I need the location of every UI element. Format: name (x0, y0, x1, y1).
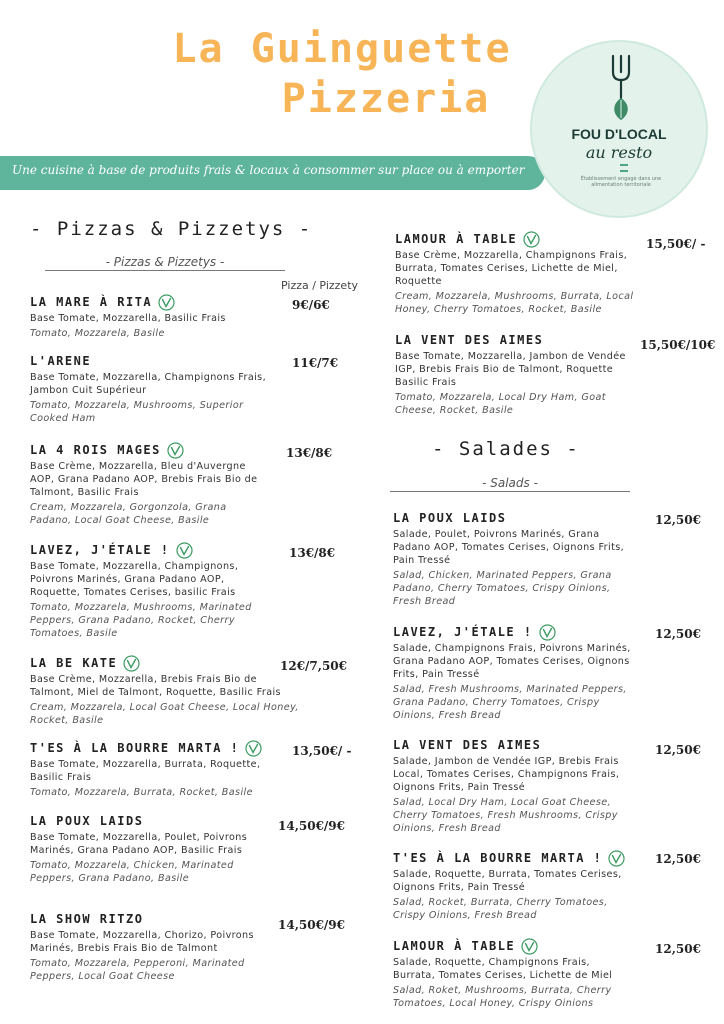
menu-item-price: 12€/7,50€ (280, 659, 348, 673)
menu-item-translation: Tomato, Mozzarela, Local Dry Ham, Goat Cheese, Rocket, Basile (395, 392, 606, 416)
fou-d-local-badge (530, 40, 708, 218)
menu-item-name-text: T'ES À LA BOURRE MARTA ! (393, 851, 603, 865)
menu-item (395, 330, 635, 417)
menu-item-name-text: LAVEZ, J'ÉTALE ! (393, 625, 533, 639)
badge-caption: Établissement engagé dans une alimentation territoriale (580, 176, 662, 188)
menu-item (393, 508, 633, 608)
menu-item-price: 12,50€ (655, 852, 701, 866)
menu-item-name (395, 330, 635, 350)
vegetarian-leaf-icon (158, 294, 175, 311)
menu-item (30, 738, 285, 799)
menu-item (30, 909, 270, 983)
menu-item-description: Base Tomate, Mozzarella, Burrata, Roquette, Basilic Frais (30, 759, 261, 783)
menu-item (30, 811, 260, 885)
menu-item-price: 12,50€ (655, 627, 701, 641)
tagline-text: Une cuisine à base de produits frais & locaux à consommer sur place ou à emporter (12, 163, 525, 177)
menu-item-price: 12,50€ (655, 743, 701, 757)
menu-item-name (30, 351, 270, 371)
menu-item-name (393, 622, 633, 642)
menu-item-description: Base Crème, Mozzarella, Bleu d'Auvergne AOP, Grana Padano AOP, Brebis Frais Bio de Talmont, Basilic Frais (30, 461, 258, 498)
menu-item-name (393, 848, 643, 868)
restaurant-title: La Guinguette (172, 26, 512, 72)
menu-item-name-text: LA SHOW RITZO (30, 912, 144, 926)
menu-item-description: Base Tomate, Mozzarella, Champignons Frais, Jambon Cuit Supérieur (30, 372, 267, 396)
menu-item-translation: Tomato, Mozzarela, Basile (30, 328, 165, 339)
menu-item-translation: Tomato, Mozzarela, Mushrooms, Marinated Peppers, Grana Padano, Rocket, Cherry Tomatoes, Basile (30, 602, 252, 639)
menu-item-description: Base Tomate, Mozzarella, Jambon de Vendée IGP, Brebis Frais Bio de Talmont, Roquette Basilic Frais (395, 351, 626, 388)
menu-item-price: 11€/7€ (292, 356, 339, 370)
menu-item-description: Base Tomate, Mozzarella, Chorizo, Poivrons Marinés, Brebis Frais Bio de Talmont (30, 930, 254, 954)
menu-item (30, 540, 270, 640)
menu-item-name-text: LA POUX LAIDS (30, 814, 144, 828)
menu-item-name-text: T'ES À LA BOURRE MARTA ! (30, 741, 240, 755)
menu-item-translation: Tomato, Mozzarela, Mushrooms, Superior Cooked Ham (30, 400, 244, 424)
menu-item (393, 936, 633, 1010)
vegetarian-leaf-icon (245, 740, 262, 757)
menu-item (393, 735, 635, 835)
pizzas-subtitle: - Pizzas & Pizzetys - (105, 255, 225, 269)
menu-item-price: 15,50€/10€ (640, 338, 716, 352)
vegetarian-leaf-icon (167, 442, 184, 459)
menu-item-name (30, 811, 260, 831)
menu-item (30, 351, 270, 425)
fork-leaf-icon (610, 54, 632, 122)
menu-item-name (393, 508, 633, 528)
menu-item-name-text: L'ARENE (30, 354, 92, 368)
vegetarian-leaf-icon (176, 542, 193, 559)
menu-item-translation: Cream, Mozzarela, Gorgonzola, Grana Padano, Local Goat Cheese, Basile (30, 502, 227, 526)
menu-item-price: 13,50€/ - (292, 744, 352, 758)
menu-item-name-text: LAMOUR À TABLE (395, 232, 518, 246)
menu-item-translation: Salad, Chicken, Marinated Peppers, Grana Padano, Cherry Tomatoes, Crispy Oinions, Fresh Bread (393, 570, 612, 607)
menu-item-name-text: LAMOUR À TABLE (393, 939, 516, 953)
menu-item-name (30, 909, 270, 929)
tagline-banner (0, 156, 545, 190)
menu-item-description: Salade, Poulet, Poivrons Marinés, Grana Padano AOP, Tomates Cerises, Oignons Frits, Pain Tressé (393, 529, 625, 566)
equals-mark-icon (620, 164, 628, 172)
menu-item-translation: Tomato, Mozzarela, Chicken, Marinated Peppers, Grana Padano, Basile (30, 860, 234, 884)
menu-item-name (30, 738, 285, 758)
menu-item-name-text: LA VENT DES AIMES (395, 333, 544, 347)
menu-item-name-text: LA MARE À RITA (30, 295, 153, 309)
menu-item-description: Salade, Roquette, Burrata, Tomates Cerises, Oignons Frits, Pain Tressé (393, 869, 622, 893)
vegetarian-leaf-icon (539, 624, 556, 641)
menu-item-translation: Tomato, Mozzarela, Burrata, Rocket, Basile (30, 787, 253, 798)
menu-item-translation: Salad, Rocket, Burrata, Cherry Tomatoes, Crispy Oinions, Fresh Bread (393, 897, 608, 921)
menu-item-name-text: LAVEZ, J'ÉTALE ! (30, 543, 170, 557)
menu-item-translation: Salad, Local Dry Ham, Local Goat Cheese, Cherry Tomatoes, Fresh Mushrooms, Crispy Oinions, Fresh Bread (393, 797, 618, 834)
pizzas-divider (45, 270, 285, 271)
menu-item-name (30, 653, 302, 673)
menu-item (30, 292, 280, 340)
menu-item (30, 653, 302, 727)
menu-item-translation: Cream, Mozzarela, Mushrooms, Burrata, Local Honey, Cherry Tomatoes, Rocket, Basile (395, 291, 634, 315)
vegetarian-leaf-icon (123, 655, 140, 672)
menu-item (395, 229, 645, 316)
badge-script: au resto (585, 143, 653, 162)
badge-title: FOU D'LOCAL (571, 126, 667, 142)
restaurant-subtitle: Pizzeria (281, 76, 491, 122)
vegetarian-leaf-icon (523, 231, 540, 248)
menu-item-translation: Salad, Fresh Mushrooms, Marinated Peppers, Grana Padano, Cherry Tomatoes, Crispy Oinions, Fresh Bread (393, 684, 627, 721)
menu-item-price: 13€/8€ (289, 546, 336, 560)
salads-section-title: - Salades - (432, 438, 580, 460)
pizzas-section-title: - Pizzas & Pizzetys - (30, 218, 313, 240)
menu-item-name-text: LA POUX LAIDS (393, 511, 507, 525)
menu-item-name (30, 292, 280, 312)
menu-item-name-text: LA 4 ROIS MAGES (30, 443, 161, 457)
menu-item-price: 14,50€/9€ (278, 819, 346, 833)
menu-item-price: 14,50€/9€ (278, 918, 346, 932)
menu-item-description: Salade, Champignons Frais, Poivrons Marinés, Grana Padano AOP, Tomates Cerises, Oignons Frits, Pain Tressé (393, 643, 631, 680)
menu-item (393, 622, 633, 722)
menu-item-translation: Cream, Mozzarela, Local Goat Cheese, Local Honey, Rocket, Basile (30, 702, 299, 726)
menu-item-description: Base Tomate, Mozzarella, Poulet, Poivrons Marinés, Grana Padano AOP, Basilic Frais (30, 832, 248, 856)
menu-item-price: 15,50€/ - (646, 237, 706, 251)
menu-item-name (393, 936, 633, 956)
menu-item-translation: Salad, Roket, Mushrooms, Burrata, Cherry Tomatoes, Local Honey, Crispy Oinions (393, 985, 612, 1009)
price-column-header: Pizza / Pizzety (281, 279, 359, 292)
menu-item-price: 9€/6€ (292, 298, 330, 312)
menu-item-name (30, 540, 270, 560)
menu-item-description: Base Tomate, Mozzarella, Basilic Frais (30, 313, 226, 324)
vegetarian-leaf-icon (608, 850, 625, 867)
menu-item-description: Base Tomate, Mozzarella, Champignons, Poivrons Marinés, Grana Padano AOP, Roquette, Tomates Cerises, basilic Frais (30, 561, 239, 598)
menu-item-name (393, 735, 635, 755)
menu-item-name-text: LA BE KATE (30, 656, 118, 670)
menu-item (393, 848, 643, 922)
menu-item (30, 440, 270, 527)
menu-item-description: Base Crème, Mozzarella, Champignons Frais, Burrata, Tomates Cerises, Lichette de Miel, Roquette (395, 250, 628, 287)
menu-item-name (30, 440, 270, 460)
menu-item-name-text: LA VENT DES AIMES (393, 738, 542, 752)
menu-item-translation: Tomato, Mozzarela, Pepperoni, Marinated Peppers, Local Goat Cheese (30, 958, 245, 982)
menu-item-name (395, 229, 645, 249)
menu-item-price: 13€/8€ (286, 446, 333, 460)
menu-item-price: 12,50€ (655, 513, 701, 527)
menu-item-price: 12,50€ (655, 942, 701, 956)
vegetarian-leaf-icon (521, 938, 538, 955)
salads-subtitle: - Salads - (482, 476, 538, 490)
salads-divider (390, 491, 630, 492)
menu-item-description: Salade, Roquette, Champignons Frais, Burrata, Tomates Cerises, Lichette de Miel (393, 957, 613, 981)
menu-item-description: Base Crème, Mozzarella, Brebis Frais Bio de Talmont, Miel de Talmont, Roquette, Basilic Frais (30, 674, 281, 698)
menu-item-description: Salade, Jambon de Vendée IGP, Brebis Frais Local, Tomates Cerises, Champignons Frais, Oignons Frits, Pain Tressé (393, 756, 620, 793)
